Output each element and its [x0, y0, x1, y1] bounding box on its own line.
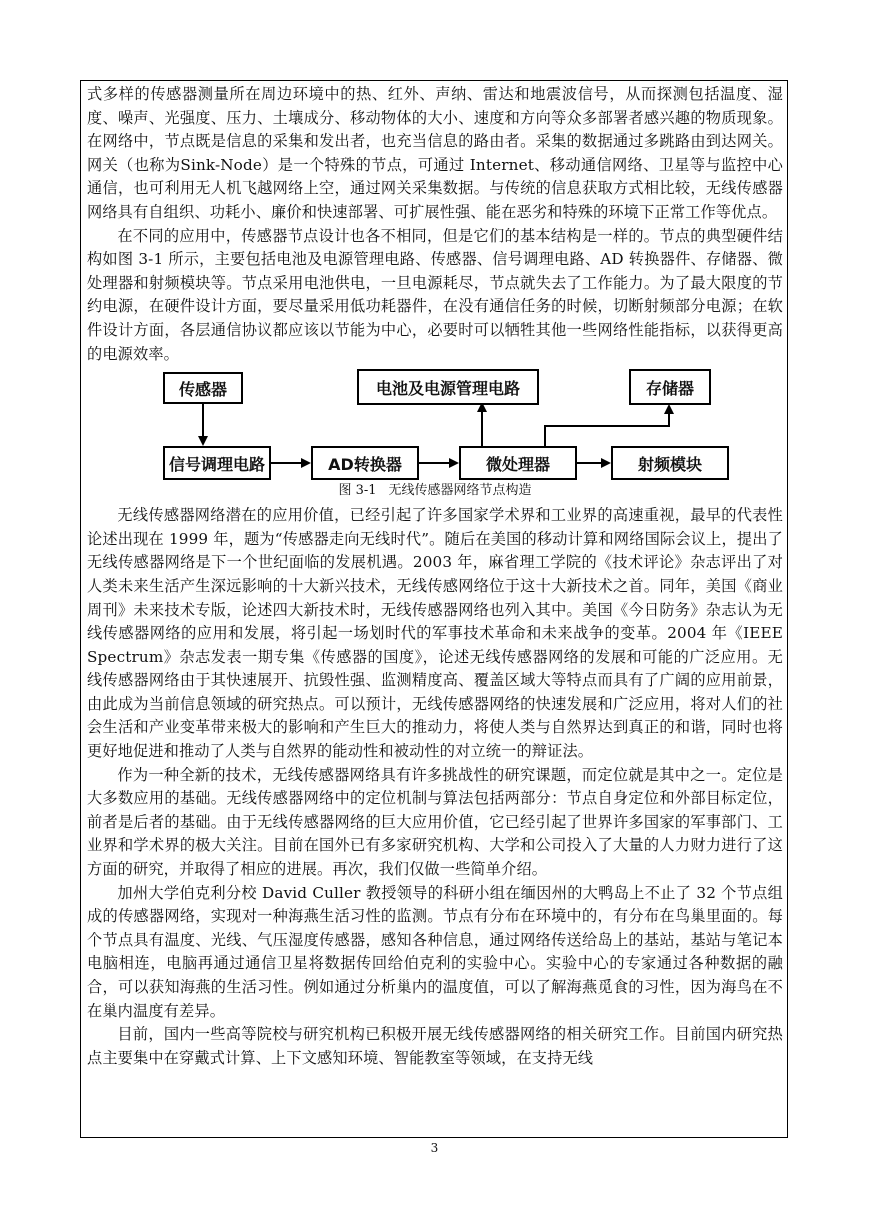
paragraph-1: 式多样的传感器测量所在周边环境中的热、红外、声纳、雷达和地震波信号，从而探测包括温度、湿度、噪声、光强度、压力、土壤成分、移动物体的大小、速度和方向等众多部署者感兴趣的物质现象。在网络中，节点既是信息的采集和发出者，也充当信息的路由者。采集的数据通过多跳路由到达网关。网关（也称为Sink-Node）是一个特殊的节点，可通过 Internet、移动通信网络、卫星等与监控中心通信，也可利用无人机飞越网络上空，通过网关采集数据。与传统的信息获取方式相比较，无线传感器网络具有自组织、功耗小、廉价和快速部署、可扩展性强、能在恶劣和特殊的环境下正常工作等优点。 — [87, 85, 783, 221]
paragraph-5: 加州大学伯克利分校 David Culler 教授领导的科研小组在缅因州的大鸭岛上不止了 32 个节点组成的传感器网络，实现对一种海燕生活习性的监测。节点有分布在环境中的，有分布在鸟巢里面的。每个节点具有温度、光线、气压湿度传感器，感知各种信息，通过网络传送给岛上的基站，基站与笔记本电脑相连，电脑再通过通信卫星将数据传回给伯克利的实验中心。实验中心的专家通过各种数据的融合，可以获知海燕的生活习性。例如通过分析巢内的温度值，可以了解海燕觅食的习性，因为海鸟在不在巢内温度有差异。 — [87, 883, 783, 1020]
paragraph-3: 无线传感器网络潜在的应用价值，已经引起了许多国家学术界和工业界的高速重视，最早的代表性论述出现在 1999 年，题为“传感器走向无线时代”。随后在美国的移动计算和网络国际会议上，提出了无线传感器网络是下一个世纪面临的发展机遇。2003 年，麻省理工学院的《技术评论》杂志评出了对人类未来生活产生深远影响的十大新兴技术，无线传感网络位于这十大新技术之首。同年，美国《商业周刊》未来技术专版，论述四大新技术时，无线传感器网络也列入其中。美国《今日防务》杂志认为无线传感器网络的应用和发展，将引起一场划时代的军事技术革命和未来战争的变革。2004 年《IEEE Spectrum》杂志发表一期专集《传感器的国度》，论述无线传感器网络的发展和可能的广泛应用。无线传感器网络由于其快速展开、抗毁性强、监测精度高、覆盖区域大等特点而具有了广阔的应用前景，由此成为当前信息领域的研究热点。可以预计，无线传感器网络的快速发展和广泛应用，将对人们的社会生活和产业变革带来极大的影响和产生巨大的推动力，将使人类与自然界达到真正的和谐，同时也将更好地促进和推动了人类与自然界的能动性和被动性的对立统一的辩证法。 — [87, 506, 783, 761]
box-rf-module: 射频模块 — [611, 446, 729, 480]
page-number: 3 — [430, 1141, 439, 1155]
document-body — [87, 83, 783, 1070]
box-signal-conditioning: 信号调理电路 — [163, 446, 271, 480]
box-battery-power: 电池及电源管理电路 — [357, 369, 539, 405]
figure-caption — [87, 482, 783, 500]
figure-caption-number: 图 3-1 — [338, 483, 377, 499]
box-adc: AD转换器 — [311, 446, 419, 480]
page-frame — [80, 80, 788, 1138]
paragraph-2: 在不同的应用中，传感器节点设计也各不相同，但是它们的基本结构是一样的。节点的典型硬件结构如图 3-1 所示，主要包括电池及电源管理电路、传感器、信号调理电路、AD 转换器件、存储器、微处理器和射频模块等。节点采用电池供电，一旦电源耗尽，节点就失去了工作能力。为了最大限度的节约电源，在硬件设计方面，要尽量采用低功耗器件，在没有通信任务的时候，切断射频部分电源；在软件设计方面，各层通信协议都应该以节能为中心，必要时可以牺牲其他一些网络性能指标，以获得更高的电源效率。 — [87, 226, 783, 363]
box-microprocessor: 微处理器 — [459, 446, 577, 480]
paragraph-6: 目前，国内一些高等院校与研究机构已积极开展无线传感器网络的相关研究工作。目前国内研究热点主要集中在穿戴式计算、上下文感知环境、智能教室等领域，在支持无线 — [87, 1025, 783, 1067]
box-storage: 存储器 — [629, 369, 711, 405]
figure-caption-text: 无线传感器网络节点构造 — [388, 483, 532, 499]
paragraph-4: 作为一种全新的技术，无线传感器网络具有许多挑战性的研究课题，而定位就是其中之一。定位是大多数应用的基础。无线传感器网络中的定位机制与算法包括两部分：节点自身定位和外部目标定位，前者是后者的基础。由于无线传感器网络的巨大应用价值，它已经引起了世界许多国家的军事部门、工业界和学术界的极大关注。目前在国外已有多家研究机构、大学和公司投入了大量的人力财力进行了这方面的研究，并取得了相应的进展。再次，我们仅做一些简单介绍。 — [87, 765, 783, 879]
arrow-mcu-to-storage — [545, 406, 669, 446]
box-sensor: 传感器 — [163, 372, 243, 404]
figure-node-structure — [87, 366, 783, 504]
